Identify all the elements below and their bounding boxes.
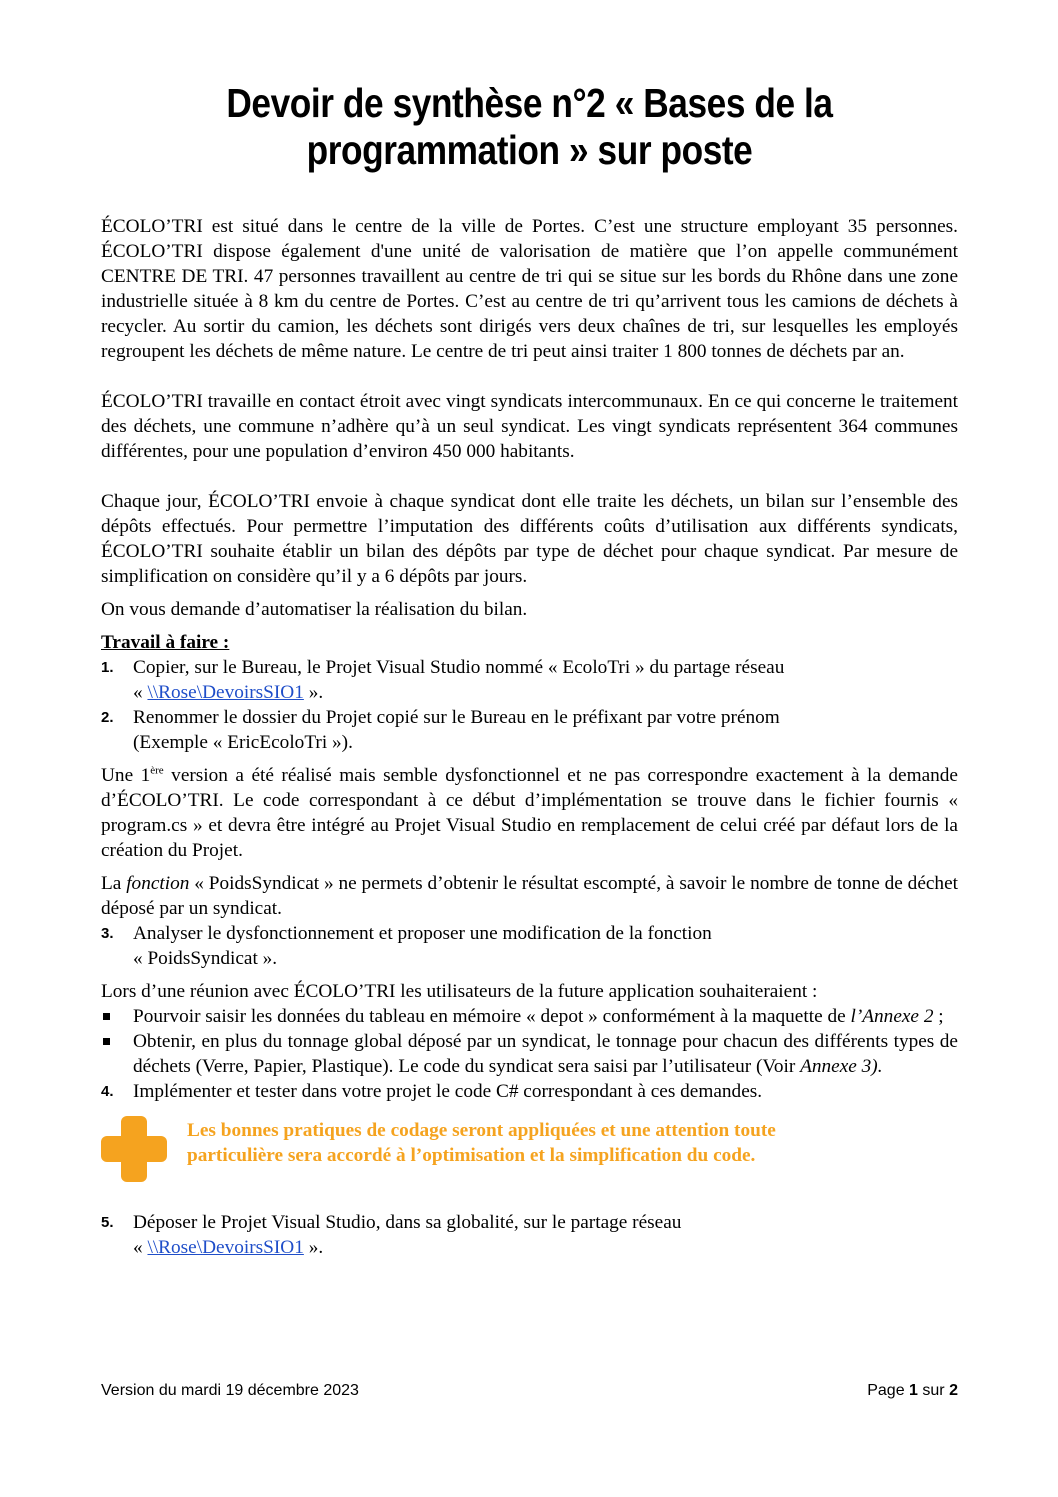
task-number: 1. xyxy=(101,659,114,676)
intro-paragraph-1: ÉCOLO’TRI est situé dans le centre de la ville de Portes. C’est une structure employant 35 personnes. ÉCOLO’TRI dispose également d'une unité de valorisation de matière que l’on appelle communément CENTRE DE TRI. 47 personnes travaillent au centre de tri qui se situe sur les bords du Rhône dans une zone industrielle située à 8 km du centre de Portes. C’est au centre de tri qu’arrivent tous les camions de déchets à recycler. Au sortir du camion, les déchets sont dirigés vers deux chaînes de tri, sur lesquelles les employés regroupent les déchets de même nature. Le centre de tri peut ainsi traiter 1 800 tonnes de déchets par an. xyxy=(101,216,958,362)
task-text: Renommer le dossier du Projet copié sur le Bureau en le préfixant par votre prénom xyxy=(133,707,780,728)
network-share-link[interactable]: \\Rose\DevoirsSIO1 xyxy=(147,682,304,703)
meeting-paragraph: Lors d’une réunion avec ÉCOLO’TRI les utilisateurs de la future application souhaiteraient : xyxy=(101,981,818,1002)
title-line-1: Devoir de synthèse n°2 « Bases de la xyxy=(226,80,833,126)
page-title xyxy=(161,80,898,174)
task-number: 5. xyxy=(101,1214,114,1231)
requirements-list xyxy=(101,1004,958,1079)
task-number: 3. xyxy=(101,925,114,942)
version-paragraph xyxy=(101,763,958,863)
task-text-continued: (Exemple « EricEcoloTri »). xyxy=(133,732,353,753)
version-date: Version du mardi 19 décembre 2023 xyxy=(101,1382,359,1399)
intro-paragraph-3: Chaque jour, ÉCOLO’TRI envoie à chaque syndicat dont elle traite les déchets, un bilan sur l’ensemble des dépôts effectués. Pour permettre l’imputation des différents coûts d’utilisation aux différents syndicats, ÉCOLO’TRI souhaite établir un bilan des dépôts par type de déchet pour chaque syndicat. Par mesure de simplification on considère qu’il y a 6 dépôts par jours. xyxy=(101,491,958,587)
task-item-3 xyxy=(101,921,958,971)
callout-line-1: Les bonnes pratiques de codage seront appliquées et une attention toute xyxy=(187,1120,776,1141)
network-share-link[interactable]: \\Rose\DevoirsSIO1 xyxy=(147,1237,304,1258)
requirement-text: Obtenir, en plus du tonnage global déposé par un syndicat, le tonnage pour chacun des différents types de déchets (Verre, Papier, Plastique). Le code du syndicat sera saisi par l’utilisateur (Voir xyxy=(133,1031,958,1077)
requirement-item-2 xyxy=(101,1029,958,1079)
requirement-italic: Annexe 3). xyxy=(800,1056,883,1077)
version-text-start: Une 1 xyxy=(101,765,151,786)
version-superscript: ère xyxy=(150,764,164,777)
task-number: 2. xyxy=(101,709,114,726)
quote-open: « xyxy=(133,1237,143,1258)
square-bullet-icon xyxy=(103,1013,110,1020)
task-item-2 xyxy=(101,705,958,755)
task-list-d xyxy=(101,1210,958,1260)
task-text: Déposer le Projet Visual Studio, dans sa globalité, sur le partage réseau xyxy=(133,1212,682,1233)
document-body xyxy=(101,214,958,1260)
callout-line-2: particulière sera accordé à l’optimisation et la simplification du code. xyxy=(187,1145,756,1166)
quote-close: ». xyxy=(308,1237,324,1258)
work-heading: Travail à faire : xyxy=(101,632,230,653)
requirement-text-end: ; xyxy=(933,1006,944,1027)
task-number: 4. xyxy=(101,1083,114,1100)
title-line-2: programmation » sur poste xyxy=(306,127,753,173)
task-item-5 xyxy=(101,1210,958,1260)
fonction-text-start: La xyxy=(101,873,127,894)
task-list-c xyxy=(101,1079,958,1104)
intro-paragraph-2: ÉCOLO’TRI travaille en contact étroit avec vingt syndicats intercommunaux. En ce qui concerne le traitement des déchets, une commune n’adhère qu’à un seul syndicat. Les vingt syndicats représentent 364 communes différentes, pour une population d’environ 450 000 habitants. xyxy=(101,391,958,462)
fonction-text-end: « PoidsSyndicat » ne permets d’obtenir le résultat escompté, à savoir le nombre de tonne de déchet déposé par un syndicat. xyxy=(101,873,958,919)
task-list-a xyxy=(101,655,958,755)
page-number xyxy=(867,1381,958,1401)
task-text: Copier, sur le Bureau, le Projet Visual Studio nommé « EcoloTri » du partage réseau xyxy=(133,657,785,678)
requirement-item-1 xyxy=(101,1004,958,1029)
callout-text xyxy=(187,1118,958,1168)
good-practice-callout xyxy=(101,1114,958,1184)
page-total: 2 xyxy=(949,1382,958,1399)
fonction-italic: fonction xyxy=(126,873,190,894)
task-item-1 xyxy=(101,655,958,705)
requirement-italic: l’Annexe 2 xyxy=(850,1006,934,1027)
requirement-text: Pourvoir saisir les données du tableau en mémoire « depot » conformément à la maquette de xyxy=(133,1006,851,1027)
fonction-paragraph xyxy=(101,871,958,921)
quote-close: ». xyxy=(308,682,324,703)
page-of-label: sur xyxy=(922,1382,945,1399)
page-current: 1 xyxy=(909,1382,918,1399)
intro-paragraph-4: On vous demande d’automatiser la réalisation du bilan. xyxy=(101,599,528,620)
task-text: Analyser le dysfonctionnement et proposer une modification de la fonction xyxy=(133,923,712,944)
square-bullet-icon xyxy=(103,1038,110,1045)
quote-open: « xyxy=(133,682,143,703)
task-item-4 xyxy=(101,1079,958,1104)
task-text-continued: « PoidsSyndicat ». xyxy=(133,948,278,969)
version-text-end: version a été réalisé mais semble dysfonctionnel et ne pas correspondre exactement à la demande d’ÉCOLO’TRI. Le code correspondant à ce début d’implémentation se trouve dans le fichier fournis « program.cs » et devra être intégré au Projet Visual Studio en remplacement de celui créé par défaut lors de la création du Projet. xyxy=(101,765,958,861)
document-page xyxy=(101,0,958,1497)
page-label: Page xyxy=(867,1382,905,1399)
task-list-b xyxy=(101,921,958,971)
task-text: Implémenter et tester dans votre projet le code C# correspondant à ces demandes. xyxy=(133,1081,763,1102)
